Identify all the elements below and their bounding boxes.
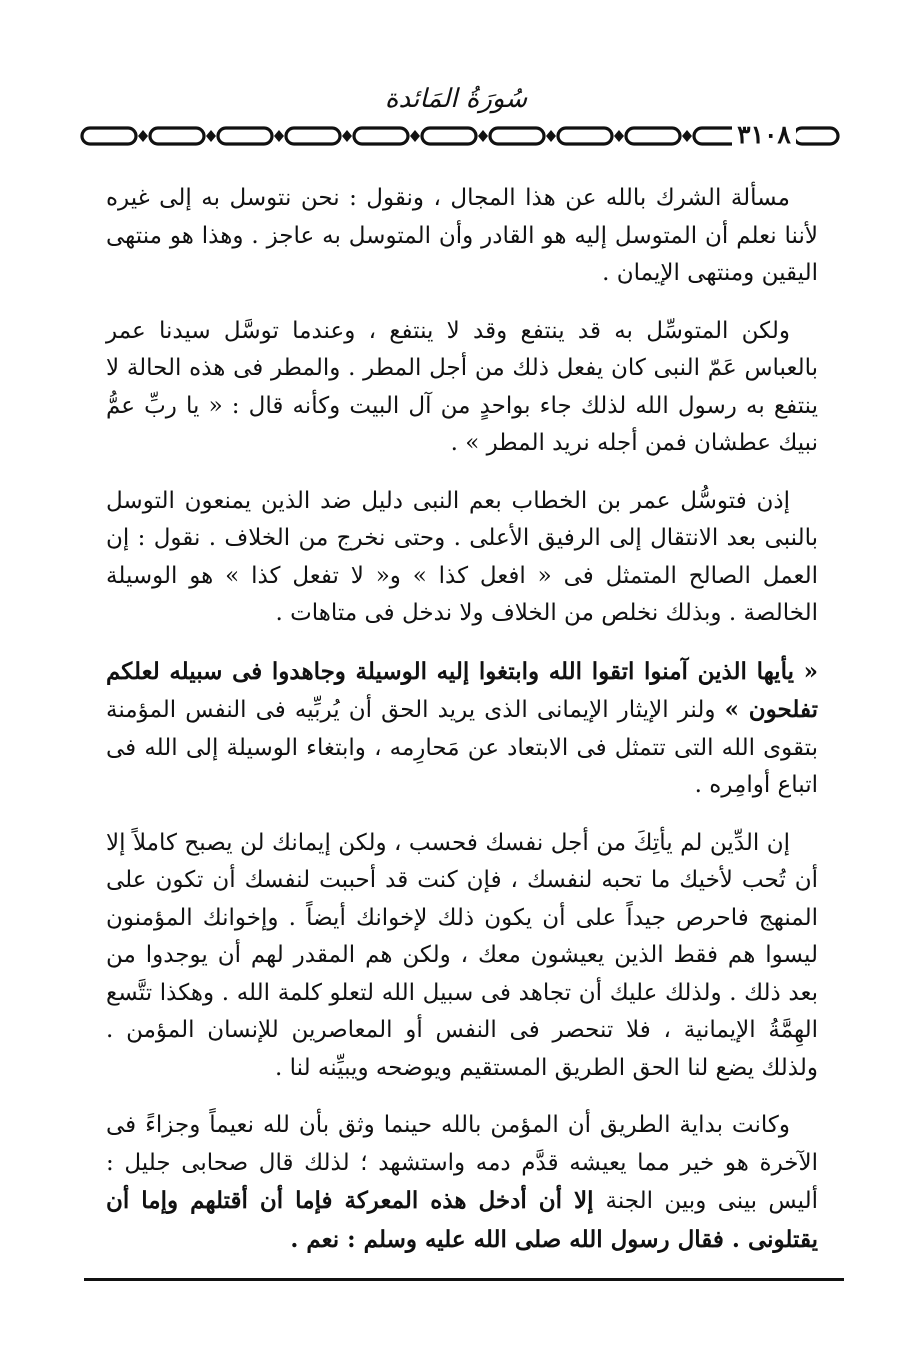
paragraph-1 [106,180,818,293]
paragraph-4-text: ولنر الإيثار الإيمانى الذى يريد الحق أن يُربِّيه فى النفس المؤمنة بتقوى الله التى تتمثل فى الابتعاد عن مَحارِمه ، وابتغاء الوسيلة إلى الله فى اتباع أوامِره . [106,697,818,798]
paragraph-1-text: مسألة الشرك بالله عن هذا المجال ، ونقول : نحن نتوسل به إلى غيره لأننا نعلم أن المتوسل إليه هو القادر وأن المتوسل به عاجز . وهذا هو منتهى اليقين ومنتهى الإيمان . [106,185,818,286]
surah-title: سُورَةُ المَائدة [384,84,528,114]
paragraph-3-text: إذن فتوسُّل عمر بن الخطاب بعم النبى دليل ضد الذين يمنعون التوسل بالنبى بعد الانتقال إلى الرفيق الأعلى . وحتى نخرج من الخلاف . نقول : إن العمل الصالح المتمثل فى « افعل كذا » و« لا تفعل كذا » هو الوسيلة الخالصة . وبذلك نخلص من الخلاف ولا ندخل فى متاهات . [106,487,818,626]
paragraph-2 [106,313,818,463]
page-number: ٣١٠٨ [732,120,796,150]
paragraph-3 [106,483,818,633]
paragraph-6 [106,1107,818,1259]
chain-ornament-icon [80,124,840,148]
footer-divider [84,1278,844,1281]
quran-verse-quote: « يأيها الذين آمنوا اتقوا الله وابتغوا إليه الوسيلة وجاهدوا فى سبيله لعلكم تفلحون » [106,657,819,723]
paragraph-2-text: ولكن المتوسِّل به قد ينتفع وقد لا ينتفع ، وعندما توسَّل سيدنا عمر بالعباس عَمّ النبى كان يفعل ذلك من أجل المطر . والمطر فى هذه الحالة لا ينتفع به رسول الله لذلك جاء بواحدٍ من آل البيت وكأنه قال : « يا ربِّ عمُّ نبيك عطشان فمن أجله نريد المطر » . [106,317,818,456]
paragraph-4 [106,653,818,805]
body-text [106,180,818,1279]
paragraph-5-text: إن الدِّين لم يأتِكَ من أجل نفسك فحسب ، ولكن إيمانك لن يصبح كاملاً إلا أن تُحب لأخيك ما تحبه لنفسك ، فإن كنت قد أحببت لنفسك أن تكون على المنهج فاحرص جيداً على أن يكون ذلك لإخوانك أيضاً . وإخوانك المؤمنون ليسوا هم فقط الذين يعيشون معك ، ولكن هم المقدر لهم أن يوجدوا من بعد ذلك . ولذلك عليك أن تجاهد فى سبيل الله لتعلو كلمة الله . وهكذا تتَّسع الهِمَّةُ الإيمانية ، فلا تنحصر فى النفس أو المعاصرين للإنسان المؤمن . ولذلك يضع لنا الحق الطريق المستقيم ويوضحه ويبيِّنه لنا . [106,829,818,1081]
paragraph-6-text: وكانت بداية الطريق أن المؤمن بالله حينما وثق بأن لله نعيماً وجزاءً فى الآخرة هو خير مما يعيشه قدَّم دمه واستشهد ؛ لذلك قال صحابى جليل : أليس بينى وبين الجنة [106,1112,818,1214]
paragraph-5 [106,825,818,1088]
header-ornament [80,124,840,148]
paragraph-6-bold-tail: إلا أن أدخل هذه المعركة فإما أن أقتلهم وإما أن يقتلونى . فقال رسول الله صلى الله عليه وسلم : نعم . [106,1187,818,1253]
